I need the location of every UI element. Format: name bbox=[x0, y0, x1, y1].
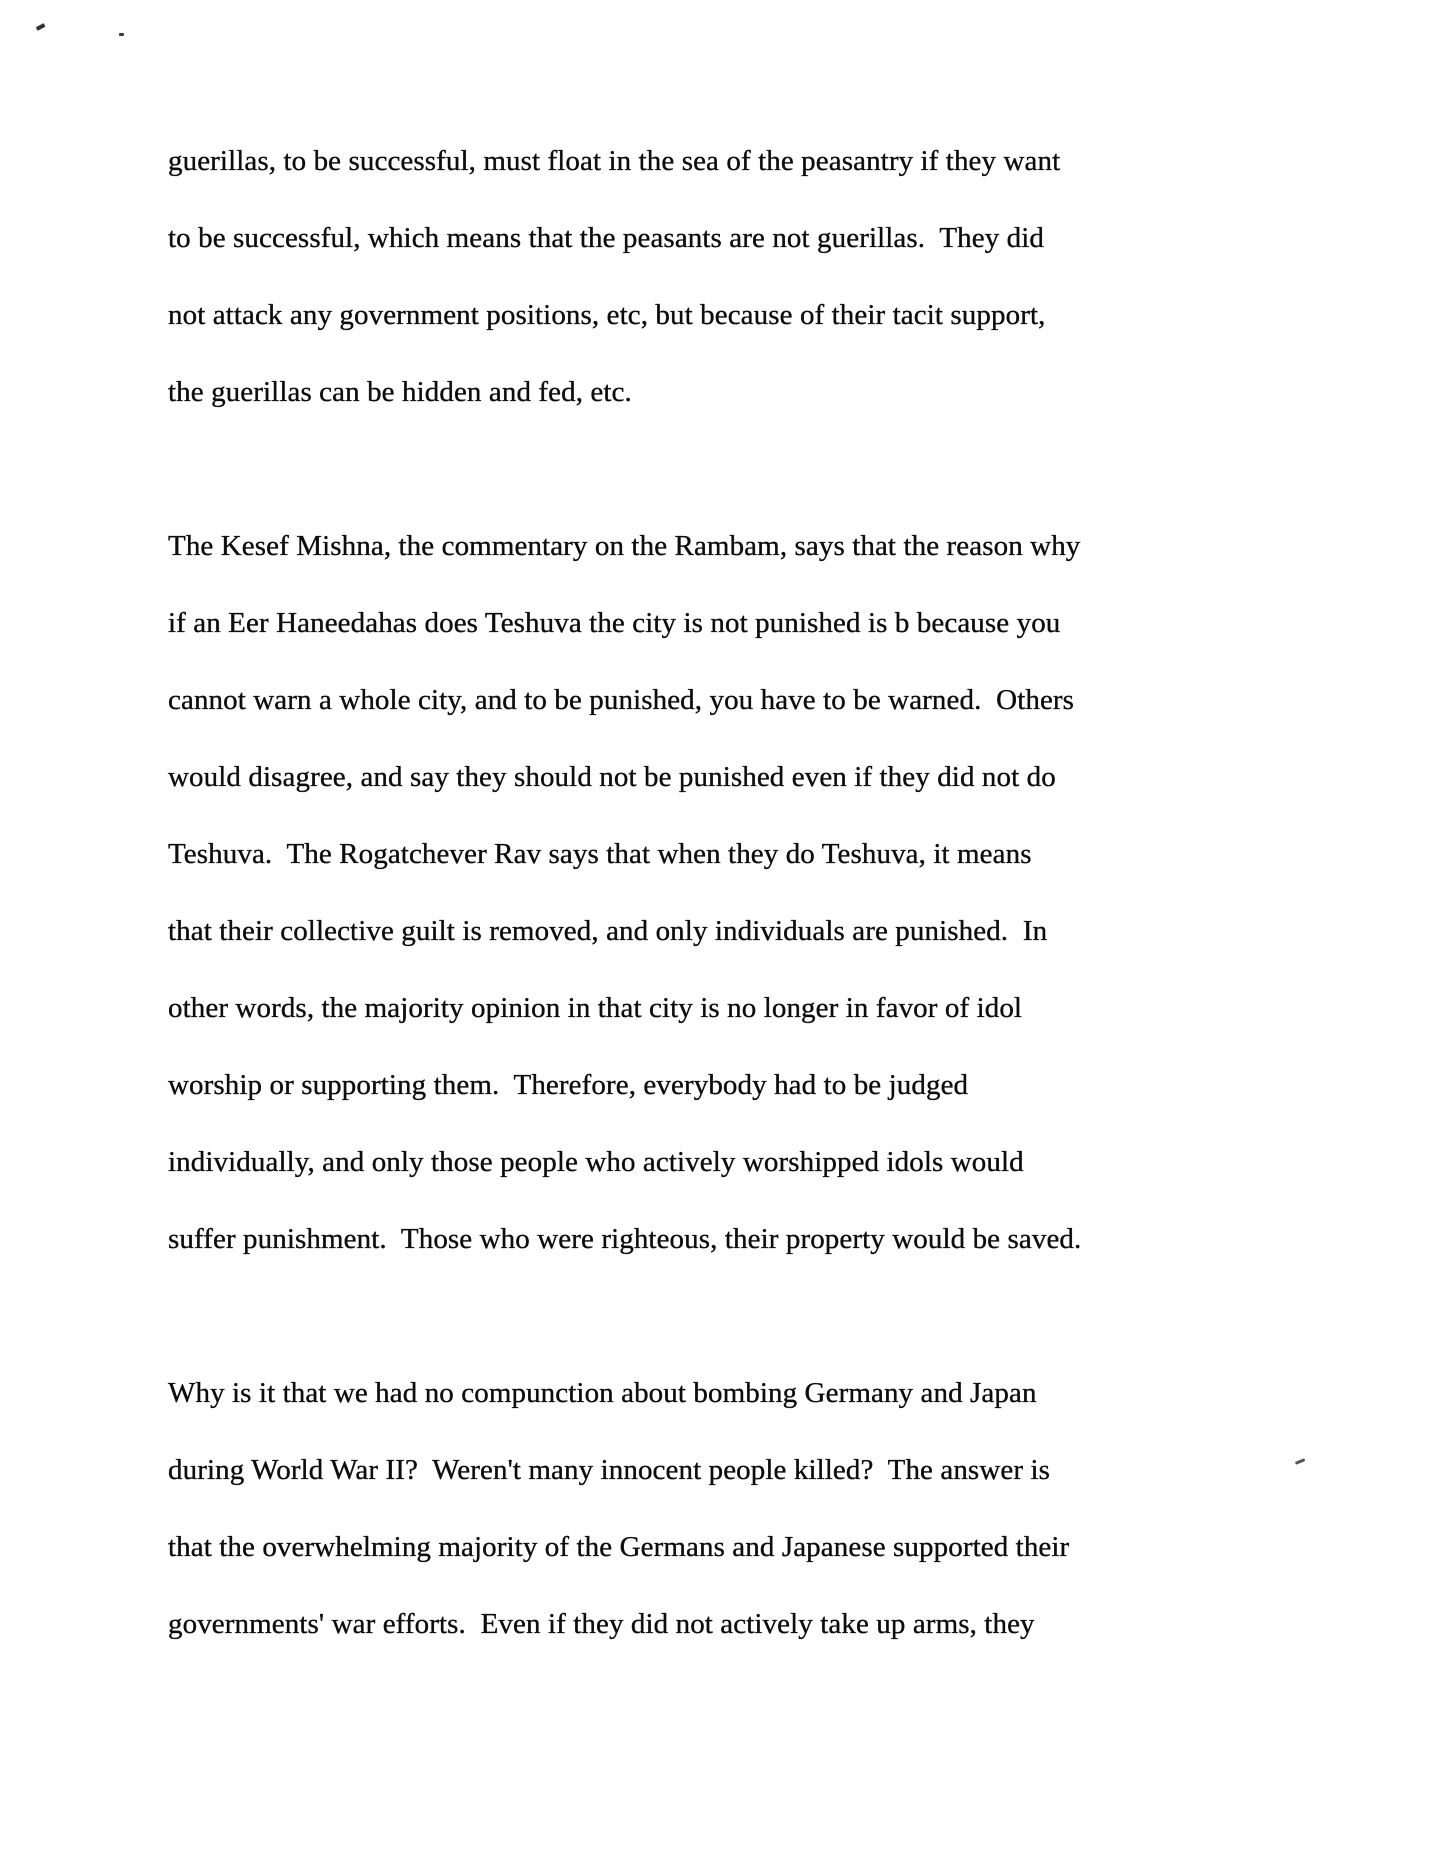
text-line: the guerillas can be hidden and fed, etc. bbox=[168, 376, 632, 408]
paragraph-ww2-bombing bbox=[168, 1355, 1368, 1663]
text-line: if an Eer Haneedahas does Teshuva the city is not punished is b because you bbox=[168, 607, 1061, 639]
text-line: governments' war efforts. Even if they did not actively take up arms, they bbox=[168, 1608, 1035, 1640]
text-line: The Kesef Mishna, the commentary on the Rambam, says that the reason why bbox=[168, 530, 1081, 562]
text-line: suffer punishment. Those who were righteous, their property would be saved. bbox=[168, 1223, 1082, 1255]
scan-speck bbox=[119, 33, 124, 36]
text-line: worship or supporting them. Therefore, everybody had to be judged bbox=[168, 1069, 969, 1101]
paragraph-kesef-mishna bbox=[168, 508, 1368, 1278]
paragraph-guerillas bbox=[168, 123, 1368, 431]
text-line: Teshuva. The Rogatchever Rav says that when they do Teshuva, it means bbox=[168, 838, 1032, 870]
text-line: other words, the majority opinion in that city is no longer in favor of idol bbox=[168, 992, 1023, 1024]
text-line: Why is it that we had no compunction about bombing Germany and Japan bbox=[168, 1377, 1037, 1409]
text-line: cannot warn a whole city, and to be punished, you have to be warned. Others bbox=[168, 684, 1075, 716]
text-line: during World War II? Weren't many innocent people killed? The answer is bbox=[168, 1454, 1050, 1486]
text-line: not attack any government positions, etc, but because of their tacit support, bbox=[168, 299, 1046, 331]
text-line: that their collective guilt is removed, and only individuals are punished. In bbox=[168, 915, 1048, 947]
text-line: individually, and only those people who actively worshipped idols would bbox=[168, 1146, 1024, 1178]
text-line: guerillas, to be successful, must float in the sea of the peasantry if they want bbox=[168, 145, 1061, 177]
text-line: would disagree, and say they should not be punished even if they did not do bbox=[168, 761, 1056, 793]
text-line: that the overwhelming majority of the Germans and Japanese supported their bbox=[168, 1531, 1070, 1563]
text-line: to be successful, which means that the peasants are not guerillas. They did bbox=[168, 222, 1045, 254]
scan-speck bbox=[36, 23, 46, 30]
body-text bbox=[168, 123, 1368, 1663]
